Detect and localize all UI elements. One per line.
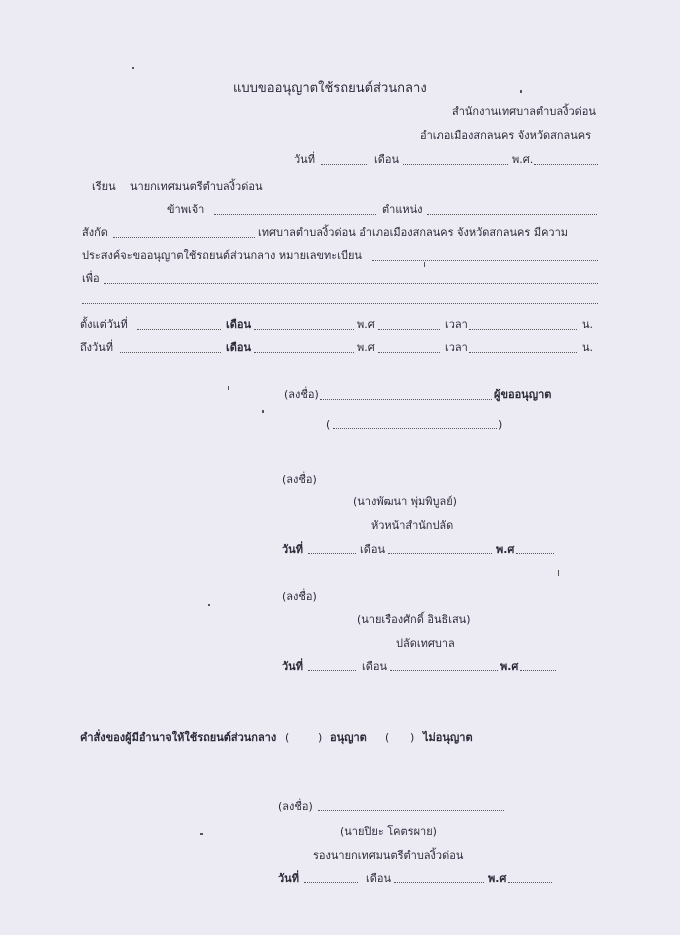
date-month-field[interactable]: [403, 163, 508, 165]
scan-speck: [132, 67, 134, 69]
date-month-label: เดือน: [374, 153, 400, 166]
from-month-field[interactable]: [254, 328, 354, 330]
purpose-text: ประสงค์จะขออนุญาตใช้รถยนต์ส่วนกลาง หมายเลขทะเบียน: [82, 249, 362, 262]
clerk-month-label: เดือน: [360, 543, 386, 556]
clerk-year-label: พ.ศ: [496, 543, 515, 556]
clerk-title: หัวหน้าสำนักปลัด: [371, 519, 454, 532]
order-text: คำสั่งของผู้มีอำนาจให้ใช้รถยนต์ส่วนกลาง: [80, 731, 277, 744]
authority-year-field[interactable]: [508, 881, 552, 883]
affiliation-field[interactable]: [113, 236, 255, 238]
scan-speck: [208, 604, 210, 606]
authority-day-field[interactable]: [304, 881, 358, 883]
date-year-label: พ.ศ.: [512, 153, 534, 166]
clerk-year-field[interactable]: [516, 552, 554, 554]
affiliation-value: เทศบาลตำบลงิ้วด่อน อำเภอเมืองสกลนคร จังหวัดสกลนคร มีความ: [258, 226, 569, 239]
from-hour-unit: น.: [582, 318, 594, 331]
clerk-day-field[interactable]: [308, 552, 356, 554]
date-day-field[interactable]: [321, 163, 367, 165]
authority-sign-label: (ลงชื่อ): [278, 800, 313, 813]
approve-label: อนุญาต: [330, 731, 367, 744]
from-day-field[interactable]: [137, 328, 221, 330]
scan-speck: [200, 833, 203, 835]
scan-speck: [424, 262, 425, 267]
deputy-year-field[interactable]: [520, 669, 556, 671]
plate-number-field[interactable]: [372, 259, 598, 261]
authority-signature-field[interactable]: [318, 809, 504, 811]
clerk-name: (นางพัฒนา พุ่มพิบูลย์): [353, 495, 457, 508]
date-day-label: วันที่: [294, 153, 315, 166]
to-year-field[interactable]: [378, 351, 440, 353]
from-time-label: เวลา: [445, 318, 468, 331]
scan-speck: [228, 386, 229, 390]
applicant-paren-open: (: [326, 418, 331, 431]
deny-label: ไม่อนุญาต: [423, 731, 473, 744]
form-title: แบบขออนุญาตใช้รถยนต์ส่วนกลาง: [233, 81, 427, 96]
office-name: สำนักงานเทศบาลตำบลงิ้วด่อน: [452, 105, 596, 118]
deputy-title: ปลัดเทศบาล: [396, 637, 455, 650]
clerk-day-label: วันที่: [282, 543, 303, 556]
for-field[interactable]: [104, 282, 598, 284]
scan-speck: [520, 90, 522, 93]
to-time-field[interactable]: [469, 351, 577, 353]
i-label: ข้าพเจ้า: [167, 203, 205, 216]
authority-month-field[interactable]: [394, 881, 484, 883]
to-label: เรียน: [92, 180, 116, 193]
applicant-role: ผู้ขออนุญาต: [494, 388, 552, 401]
to-hour-unit: น.: [582, 341, 594, 354]
deny-checkbox-open[interactable]: (: [385, 731, 390, 744]
authority-title: รองนายกเทศมนตรีตำบลงิ้วด่อน: [313, 849, 464, 862]
approve-checkbox-close[interactable]: ): [318, 731, 323, 744]
deputy-year-label: พ.ศ: [500, 660, 519, 673]
from-month-label: เดือน: [226, 318, 252, 331]
authority-year-label: พ.ศ: [488, 872, 507, 885]
deputy-month-field[interactable]: [390, 669, 498, 671]
from-year-field[interactable]: [378, 328, 440, 330]
for-label: เพื่อ: [82, 272, 100, 285]
deputy-name: (นายเรืองศักดิ์ อินธิเสน): [357, 613, 471, 626]
from-label: ตั้งแต่วันที่: [80, 318, 128, 331]
from-year-label: พ.ศ: [357, 318, 375, 331]
applicant-signature-field[interactable]: [320, 398, 492, 400]
approve-checkbox-open[interactable]: (: [285, 731, 290, 744]
from-time-field[interactable]: [469, 328, 577, 330]
to-month-label: เดือน: [226, 341, 252, 354]
applicant-printed-name-field[interactable]: [333, 427, 497, 429]
office-district: อำเภอเมืองสกลนคร จังหวัดสกลนคร: [420, 129, 592, 142]
for-field-line2[interactable]: [82, 302, 598, 304]
affiliation-label: สังกัด: [82, 226, 108, 239]
applicant-sign-label: (ลงชื่อ): [284, 388, 319, 401]
to-day-field[interactable]: [120, 351, 221, 353]
authority-month-label: เดือน: [366, 872, 392, 885]
deny-checkbox-close[interactable]: ): [410, 731, 415, 744]
to-month-field[interactable]: [254, 351, 354, 353]
position-label: ตำแหน่ง: [382, 203, 423, 216]
to-time-label: เวลา: [445, 341, 468, 354]
authority-name: (นายปิยะ โคตรผาย): [340, 825, 437, 838]
clerk-month-field[interactable]: [388, 552, 492, 554]
applicant-paren-close: ): [498, 418, 503, 431]
deputy-day-field[interactable]: [308, 669, 356, 671]
to-date-label: ถึงวันที่: [80, 341, 113, 354]
to-year-label: พ.ศ: [357, 341, 375, 354]
applicant-name-field[interactable]: [214, 213, 376, 215]
clerk-sign-label: (ลงชื่อ): [282, 473, 317, 486]
to-value: นายกเทศมนตรีตำบลงิ้วด่อน: [130, 180, 263, 193]
scan-speck: [262, 410, 264, 413]
position-field[interactable]: [427, 213, 597, 215]
date-year-field[interactable]: [534, 163, 598, 165]
deputy-sign-label: (ลงชื่อ): [282, 590, 317, 603]
deputy-month-label: เดือน: [362, 660, 388, 673]
authority-day-label: วันที่: [278, 872, 299, 885]
scan-speck: [558, 570, 559, 576]
deputy-day-label: วันที่: [282, 660, 303, 673]
